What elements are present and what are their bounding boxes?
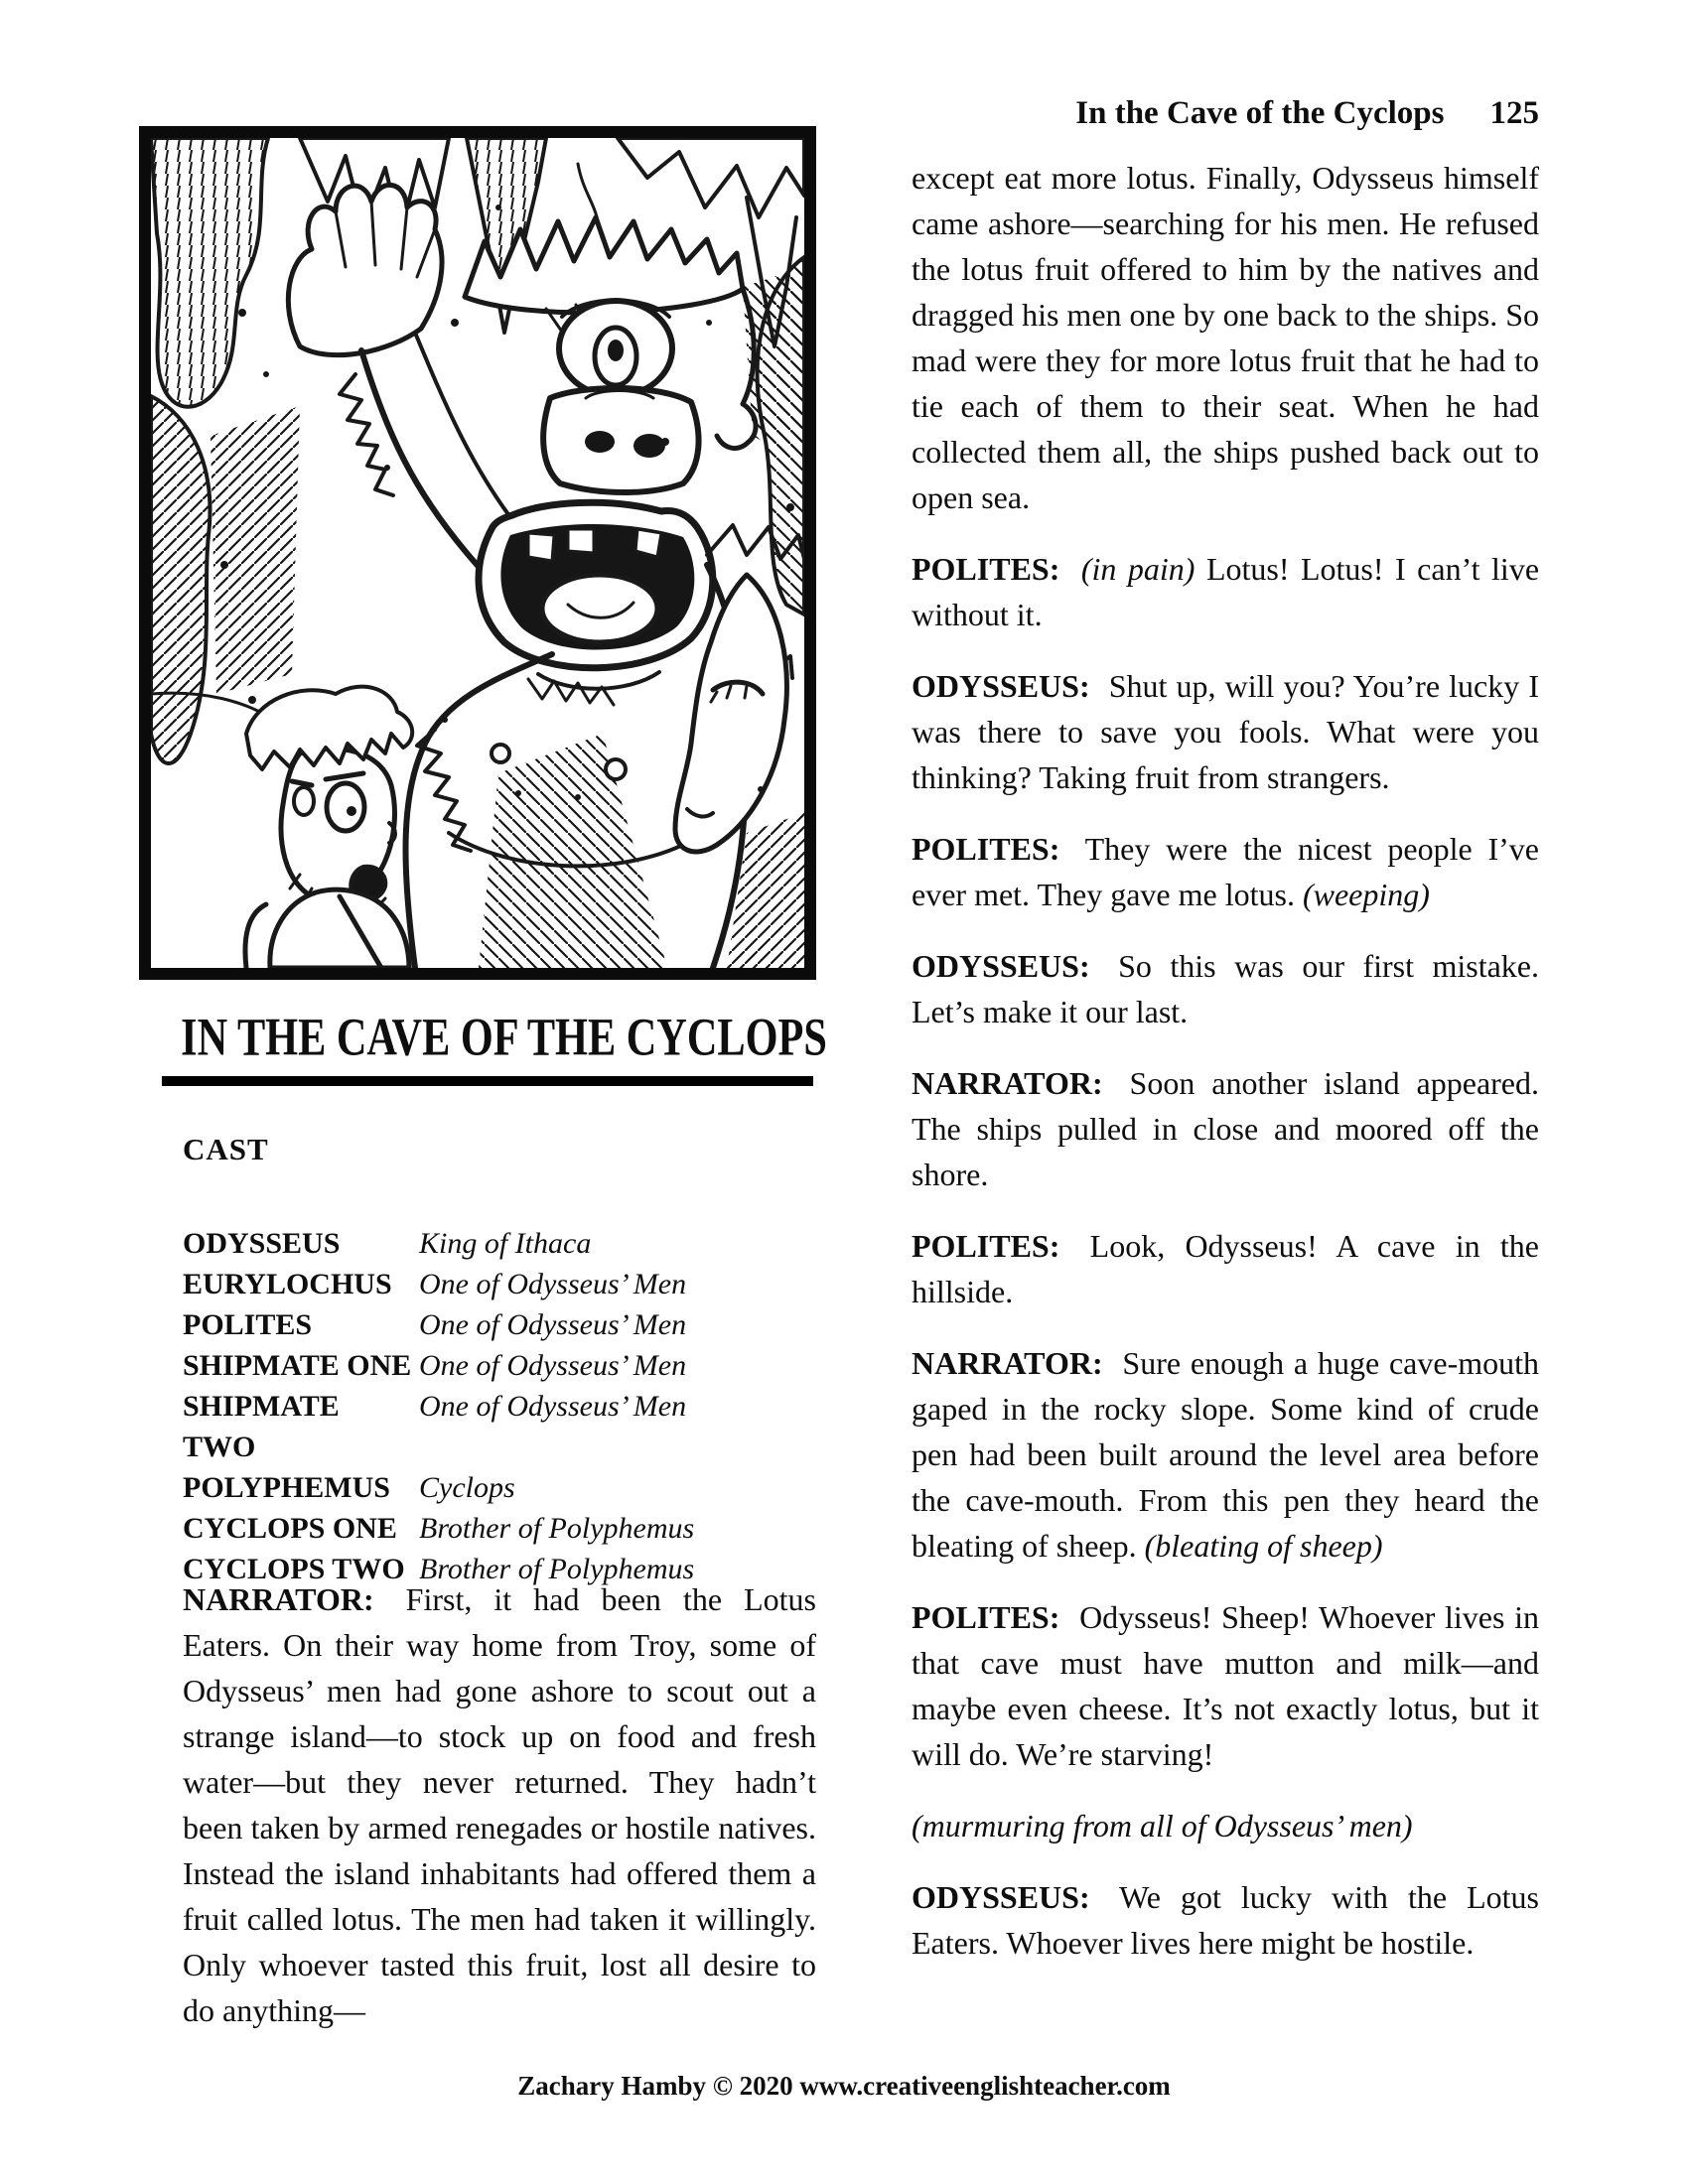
- dialogue-paragraph: [912, 546, 1539, 637]
- cast-member-role: One of Odysseus’ Men: [419, 1308, 687, 1341]
- cast-member-name: EURYLOCHUS: [183, 1268, 392, 1300]
- cast-row: [183, 1223, 818, 1264]
- speaker-name: POLITES:: [912, 1599, 1060, 1635]
- dialogue-paragraph: [912, 1874, 1539, 1966]
- dialogue-text: They were the nicest people I’ve ever met. They gave me lotus.: [912, 831, 1540, 912]
- stage-direction: (weeping): [1302, 877, 1430, 912]
- cast-member-name: CYCLOPS ONE: [183, 1512, 397, 1545]
- speaker-name: POLITES:: [912, 831, 1060, 867]
- cast-member-role: Brother of Polyphemus: [419, 1512, 695, 1545]
- cast-member-role: One of Odysseus’ Men: [419, 1349, 687, 1382]
- dialogue-paragraph: [912, 1340, 1539, 1569]
- illustration-frame: [139, 126, 816, 980]
- cast-member-role: Brother of Polyphemus: [419, 1553, 695, 1585]
- dialogue-text: Odysseus! Sheep! Whoever lives in that cave must have mutton and milk—and maybe even cheese. It’s not exactly lotus, but it will do. We’re starving!: [912, 1599, 1540, 1772]
- page-header: [1075, 95, 1539, 132]
- cast-member-name: SHIPMATE ONE: [183, 1349, 412, 1382]
- speaker-name: ODYSSEUS:: [912, 1879, 1090, 1915]
- dialogue-text: So this was our first mistake. Let’s make it our last.: [912, 948, 1540, 1029]
- speaker-name: POLITES:: [912, 1228, 1060, 1264]
- page-number: 125: [1489, 95, 1539, 131]
- dialogue-paragraph: [183, 1576, 816, 2033]
- dialogue-paragraph: [912, 1594, 1539, 1777]
- cast-member-name: ODYSSEUS: [183, 1227, 341, 1260]
- cast-member-name: POLITES: [183, 1308, 313, 1341]
- cast-heading: CAST: [183, 1132, 269, 1166]
- cast-member-role: One of Odysseus’ Men: [419, 1268, 687, 1300]
- dialogue-paragraph: [912, 1803, 1539, 1848]
- cast-member-role: One of Odysseus’ Men: [419, 1390, 687, 1423]
- title-rule: [162, 1076, 813, 1086]
- speaker-name: ODYSSEUS:: [912, 948, 1090, 984]
- dialogue-text: First, it had been the Lotus Eaters. On their way home from Troy, some of Odysseus’ men had gone ashore to scout out a strange island—to stock up on food and fresh water—but they never returned. They hadn’t been taken by armed renegades or hostile natives. Instead the island inhabitants had offered them a fruit called lotus. The men had taken it willingly. Only whoever tasted this fruit, lost all desire to do anything—: [183, 1581, 817, 2028]
- dialogue-paragraph: [912, 943, 1539, 1034]
- speaker-name: NARRATOR:: [912, 1345, 1103, 1381]
- dialogue-text: Lotus! Lotus! I can’t live without it.: [912, 551, 1540, 632]
- stage-direction: (murmuring from all of Odysseus’ men): [912, 1808, 1413, 1843]
- dialogue-text: except eat more lotus. Finally, Odysseus himself came ashore—searching for his men. He refused the lotus fruit offered to him by the natives and dragged his men one by one back to the ships. So mad were they for more lotus fruit that he had to tie each of them to their seat. When he had collected them all, the ships pushed back out to open sea.: [912, 160, 1539, 515]
- running-title: In the Cave of the Cyclops: [1075, 95, 1445, 131]
- frightened-man-figure: [245, 687, 412, 968]
- cyclops-illustration: [151, 138, 804, 968]
- speaker-name: POLITES:: [912, 551, 1060, 587]
- dialogue-text: Sure enough a huge cave-mouth gaped in the rocky slope. Some kind of crude pen had been built around the level area before the cave-mouth. From this pen they heard the bleating of sheep.: [912, 1345, 1540, 1564]
- speaker-name: NARRATOR:: [912, 1065, 1103, 1101]
- cast-member-role: King of Ithaca: [419, 1227, 592, 1260]
- stage-direction: (in pain): [1080, 551, 1196, 587]
- dialogue-text: We got lucky with the Lotus Eaters. Whoever lives here might be hostile.: [912, 1879, 1540, 1961]
- cast-row: [183, 1304, 818, 1345]
- left-column: [183, 1576, 816, 2059]
- story-title-block: [145, 1008, 830, 1086]
- dialogue-paragraph: [912, 663, 1539, 800]
- speaker-name: ODYSSEUS:: [912, 668, 1090, 704]
- dialogue-paragraph: [912, 1060, 1539, 1197]
- cast-row: [183, 1264, 818, 1304]
- dialogue-paragraph: [912, 1223, 1539, 1314]
- dialogue-text: Soon another island appeared. The ships pulled in close and moored off the shore.: [912, 1065, 1539, 1192]
- dialogue-text: Shut up, will you? You’re lucky I was there to save you fools. What were you thinking? Taking fruit from strangers.: [912, 668, 1540, 795]
- cast-row: [183, 1467, 818, 1508]
- cast-member-name: CYCLOPS TWO: [183, 1553, 405, 1585]
- dialogue-paragraph: [912, 155, 1539, 520]
- cast-row: [183, 1386, 818, 1467]
- cast-member-name: POLYPHEMUS: [183, 1471, 390, 1504]
- cast-member-name: SHIPMATE TWO: [183, 1390, 340, 1463]
- speaker-name: NARRATOR:: [183, 1581, 374, 1617]
- right-column: [912, 155, 1539, 1991]
- dialogue-paragraph: [912, 826, 1539, 917]
- cast-list: [183, 1223, 818, 1589]
- page-footer: Zachary Hamby © 2020 www.creativeenglishteacher.com: [517, 2071, 1171, 2101]
- stage-direction: (bleating of sheep): [1144, 1528, 1383, 1564]
- story-title: IN THE CAVE OF THE CYCLOPS: [181, 1008, 827, 1067]
- cast-member-role: Cyclops: [419, 1471, 515, 1504]
- dialogue-text: Look, Odysseus! A cave in the hillside.: [912, 1228, 1540, 1309]
- cast-row: [183, 1345, 818, 1386]
- cast-row: [183, 1508, 818, 1549]
